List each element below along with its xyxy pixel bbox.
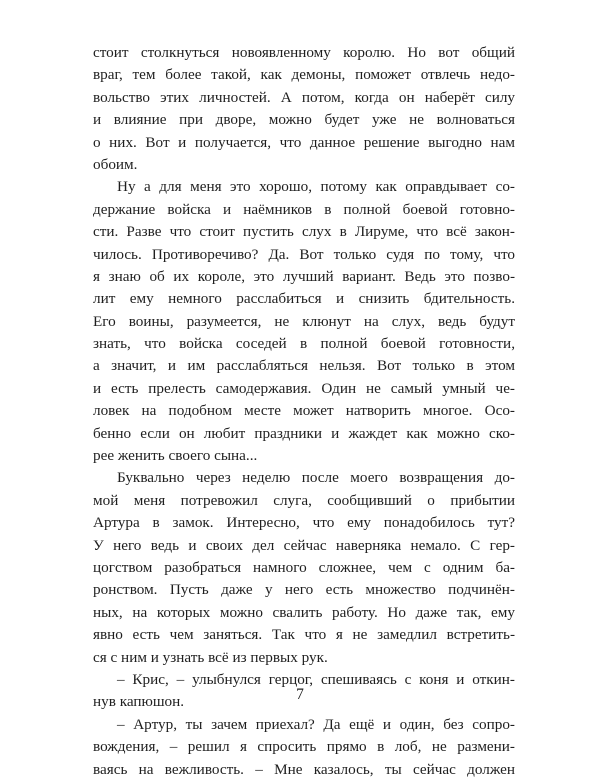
text-line: бенно если он любит праздники и жаждет как можно ско- [93, 424, 515, 442]
text-line: враг, тем более такой, как демоны, поможет отвлечь недо- [93, 66, 515, 84]
text-line: лит ему немного расслабиться и снизить бдительность. [93, 290, 515, 308]
text-line: знать, что войска соседей в полной боевой готовности, [93, 335, 515, 353]
text-line: о них. Вот и получается, что данное решение выгодно нам [93, 133, 515, 151]
text-line: стоит столкнуться новоявленному королю. Но вот общий [93, 44, 515, 61]
text-line: Артура в замок. Интересно, что ему понадобилось тут? [93, 514, 515, 532]
text-line: вольство этих личностей. А потом, когда он наберёт силу [93, 88, 515, 106]
text-line: чилось. Противоречиво? Да. Вот только судя по тому, что [93, 245, 515, 263]
text-line: и есть прелесть самодержавия. Один не самый умный че- [93, 379, 515, 397]
text-line: я знаю об их короле, это лучший вариант. Ведь это позво- [93, 267, 515, 285]
text-line: и влияние при дворе, можно будет уже не волноваться [93, 111, 515, 129]
text-line: Буквально через неделю после моего возвращения до- [117, 469, 515, 487]
text-line: вождения, – решил я спросить прямо в лоб, не размени- [93, 738, 515, 756]
text-line: явно есть чем заняться. Так что я не замедлил встретить- [93, 626, 515, 644]
text-line: цогством разобраться намного сложнее, чем с одним ба- [93, 558, 515, 576]
text-line: Ну а для меня это хорошо, потому как оправдывает со- [117, 178, 515, 196]
text-line: – Артур, ты зачем приехал? Да ещё и один, без сопро- [117, 715, 515, 733]
text-line: ваясь на вежливость. – Мне казалось, ты сейчас должен [93, 760, 515, 778]
text-line: обоим. [93, 155, 138, 173]
text-line: сти. Разве что стоит пустить слух в Лируме, что всё закон- [93, 223, 515, 241]
text-line: ронством. Пусть даже у него есть множество подчинён- [93, 581, 515, 599]
text-line: ловек на подобном месте может натворить многое. Осо- [93, 402, 515, 420]
text-line: а значит, и им расслабляться нельзя. Вот только в этом [93, 357, 515, 375]
text-line: ся с ним и узнать всё из первых рук. [93, 648, 328, 666]
text-line: мой меня потревожил слуга, сообщивший о прибытии [93, 491, 515, 509]
text-line: нув капюшон. [93, 693, 185, 711]
page-number: 7 [296, 686, 304, 703]
text-line: Его воины, разумеется, не клюнут на слух, ведь будут [93, 312, 515, 330]
text-line: – Крис, – улыбнулся герцог, спешиваясь с коня и откин- [117, 670, 515, 688]
text-line: У него ведь и своих дел сейчас наверняка немало. С гер- [93, 536, 515, 554]
text-line: рее женить своего сына... [93, 447, 258, 465]
text-line: держание войска и наёмников в полной боевой готовно- [93, 200, 515, 218]
text-line: ных, на которых можно свалить работу. Но даже так, ему [93, 603, 515, 621]
body-text [93, 42, 515, 781]
